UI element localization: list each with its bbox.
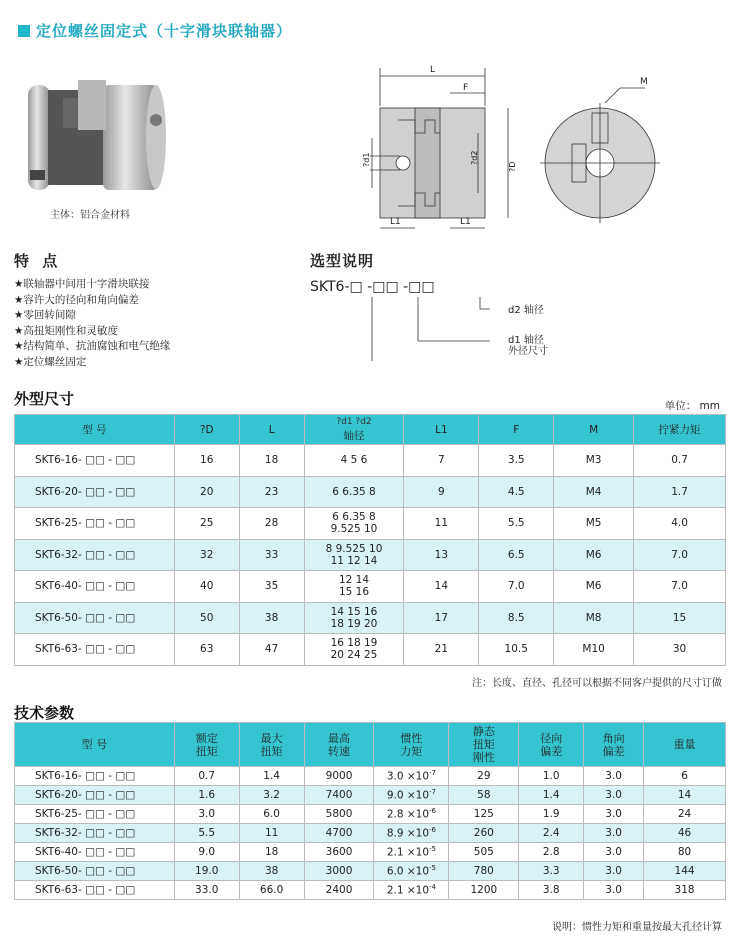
feature-item: ★高扭矩刚性和灵敏度 bbox=[14, 324, 118, 337]
col-model: 型 号 bbox=[15, 723, 175, 767]
col-radial bbox=[519, 723, 584, 767]
col-stiffness-line: 刚性 bbox=[472, 751, 495, 764]
weight-cell: 46 bbox=[644, 824, 726, 843]
feature-item: ★联轴器中间用十字滑块联接 bbox=[14, 278, 150, 290]
D-cell: 32 bbox=[174, 539, 239, 571]
torque-cell: 4.0 bbox=[634, 508, 726, 540]
inertia-value: 3.0 ×10 bbox=[386, 770, 430, 783]
D-cell: 63 bbox=[174, 634, 239, 666]
angular-cell: 3.0 bbox=[584, 843, 644, 862]
col-weight: 重量 bbox=[644, 723, 726, 767]
inertia-exponent: -4 bbox=[429, 883, 437, 892]
selection-diagram bbox=[310, 271, 590, 361]
M-cell: M5 bbox=[554, 508, 634, 540]
shaft-line: 4 5 6 bbox=[340, 454, 368, 467]
dimensions-table bbox=[14, 414, 726, 666]
shaft-line: 11 12 14 bbox=[330, 554, 378, 567]
table-row bbox=[15, 602, 726, 634]
inertia-cell bbox=[374, 786, 449, 805]
shaft-cell bbox=[304, 571, 404, 603]
selection-guide bbox=[310, 250, 590, 365]
L-cell: 38 bbox=[239, 602, 304, 634]
rated-cell: 5.5 bbox=[174, 824, 239, 843]
inertia-exponent: -5 bbox=[429, 845, 437, 854]
col-shaft-label: 轴径 bbox=[343, 430, 365, 442]
dimensions-title: 外型尺寸 bbox=[14, 390, 75, 408]
table-row bbox=[15, 862, 726, 881]
F-cell: 5.5 bbox=[479, 508, 554, 540]
table-row bbox=[15, 767, 726, 786]
shaft-line: 8 9.525 10 bbox=[325, 542, 383, 555]
max-cell: 66.0 bbox=[239, 881, 304, 900]
radial-cell: 1.0 bbox=[519, 767, 584, 786]
inertia-cell bbox=[374, 805, 449, 824]
weight-cell: 24 bbox=[644, 805, 726, 824]
model-cell: SKT6-63- □□ - □□ bbox=[15, 881, 175, 900]
model-cell: SKT6-40- □□ - □□ bbox=[15, 843, 175, 862]
col-D: ?D bbox=[174, 415, 239, 445]
angular-cell: 3.0 bbox=[584, 862, 644, 881]
D-cell: 20 bbox=[174, 476, 239, 508]
col-stiffness bbox=[449, 723, 519, 767]
stiff-cell: 780 bbox=[449, 862, 519, 881]
torque-cell: 7.0 bbox=[634, 571, 726, 603]
dim-L1-right: L1 bbox=[460, 217, 471, 227]
table-header-row bbox=[15, 723, 726, 767]
weight-cell: 144 bbox=[644, 862, 726, 881]
dim-F: F bbox=[463, 83, 469, 93]
stiff-cell: 58 bbox=[449, 786, 519, 805]
col-shaft-top: ?d1 ?d2 bbox=[336, 417, 372, 427]
model-cell: SKT6-16- □□ - □□ bbox=[15, 767, 175, 786]
radial-cell: 3.8 bbox=[519, 881, 584, 900]
tech-table bbox=[14, 722, 726, 900]
page-title bbox=[18, 20, 292, 41]
torque-cell: 30 bbox=[634, 634, 726, 666]
stiff-cell: 29 bbox=[449, 767, 519, 786]
inertia-cell bbox=[374, 843, 449, 862]
unit-label: 单位： mm bbox=[664, 400, 720, 412]
weight-cell: 80 bbox=[644, 843, 726, 862]
radial-cell: 2.8 bbox=[519, 843, 584, 862]
dim-d1: ?d1 bbox=[362, 152, 371, 167]
col-inertia bbox=[374, 723, 449, 767]
L-cell: 28 bbox=[239, 508, 304, 540]
radial-cell: 1.4 bbox=[519, 786, 584, 805]
stiff-cell: 505 bbox=[449, 843, 519, 862]
table-row bbox=[15, 634, 726, 666]
photo-caption: 主体：铝合金材料 bbox=[50, 210, 130, 221]
shaft-line: 6 6.35 8 bbox=[332, 485, 376, 498]
torque-cell: 0.7 bbox=[634, 445, 726, 477]
dim-D: ?D bbox=[508, 161, 517, 172]
speed-cell: 4700 bbox=[304, 824, 374, 843]
rated-cell: 9.0 bbox=[174, 843, 239, 862]
col-angular bbox=[584, 723, 644, 767]
M-cell: M8 bbox=[554, 602, 634, 634]
F-cell: 4.5 bbox=[479, 476, 554, 508]
dim-M: M bbox=[640, 77, 648, 87]
shaft-line: 9.525 10 bbox=[330, 523, 378, 536]
title-square-icon bbox=[18, 25, 30, 37]
speed-cell: 9000 bbox=[304, 767, 374, 786]
M-cell: M6 bbox=[554, 539, 634, 571]
inertia-value: 2.8 ×10 bbox=[386, 808, 430, 821]
table-row bbox=[15, 571, 726, 603]
stiff-cell: 260 bbox=[449, 824, 519, 843]
coupling-drawing bbox=[360, 58, 660, 233]
col-max-torque bbox=[239, 723, 304, 767]
L1-cell: 11 bbox=[404, 508, 479, 540]
inertia-cell bbox=[374, 767, 449, 786]
features-heading: 特 点 bbox=[14, 252, 62, 270]
rated-cell: 19.0 bbox=[174, 862, 239, 881]
D-cell: 50 bbox=[174, 602, 239, 634]
angular-cell: 3.0 bbox=[584, 881, 644, 900]
rated-cell: 33.0 bbox=[174, 881, 239, 900]
shaft-cell bbox=[304, 508, 404, 540]
speed-cell: 3600 bbox=[304, 843, 374, 862]
features-section bbox=[14, 250, 170, 371]
col-L1: L1 bbox=[404, 415, 479, 445]
dim-L: L bbox=[430, 65, 436, 75]
M-cell: M10 bbox=[554, 634, 634, 666]
feature-item: ★容许大的径向和角向偏差 bbox=[14, 293, 139, 306]
inertia-exponent: -6 bbox=[429, 826, 437, 835]
col-angular-line: 角向 bbox=[602, 731, 625, 745]
L1-cell: 9 bbox=[404, 476, 479, 508]
col-max-torque-line: 最大 bbox=[260, 731, 283, 745]
dimensions-note: 注：长度、直径、孔径可以根据不同客户提供的尺寸订做 bbox=[472, 678, 722, 689]
table-row bbox=[15, 476, 726, 508]
shaft-cell bbox=[304, 634, 404, 666]
speed-cell: 7400 bbox=[304, 786, 374, 805]
radial-cell: 3.3 bbox=[519, 862, 584, 881]
feature-item: ★结构简单、抗油腐蚀和电气绝缘 bbox=[14, 340, 171, 353]
page-title-text: 定位螺丝固定式（十字滑块联轴器） bbox=[36, 22, 293, 40]
selection-code: SKT6-□ -□□ -□□ bbox=[310, 279, 435, 295]
table-row bbox=[15, 805, 726, 824]
col-model: 型 号 bbox=[15, 415, 175, 445]
shaft-line: 14 15 16 bbox=[330, 605, 378, 618]
radial-cell: 1.9 bbox=[519, 805, 584, 824]
max-cell: 11 bbox=[239, 824, 304, 843]
inertia-exponent: -7 bbox=[429, 788, 437, 797]
rated-cell: 1.6 bbox=[174, 786, 239, 805]
shaft-line: 6 6.35 8 bbox=[332, 511, 376, 524]
col-L: L bbox=[239, 415, 304, 445]
D-cell: 40 bbox=[174, 571, 239, 603]
model-cell: SKT6-63- □□ - □□ bbox=[15, 634, 175, 666]
model-cell: SKT6-32- □□ - □□ bbox=[15, 539, 175, 571]
inertia-cell bbox=[374, 824, 449, 843]
tech-note: 说明：惯性力矩和重量按最大孔径计算 bbox=[552, 922, 722, 933]
shaft-line: 12 14 bbox=[338, 574, 370, 587]
selection-d1-label: d1 轴径 bbox=[508, 335, 544, 346]
weight-cell: 14 bbox=[644, 786, 726, 805]
radial-cell: 2.4 bbox=[519, 824, 584, 843]
F-cell: 6.5 bbox=[479, 539, 554, 571]
inertia-value: 2.1 ×10 bbox=[386, 884, 430, 897]
model-cell: SKT6-25- □□ - □□ bbox=[15, 805, 175, 824]
torque-cell: 15 bbox=[634, 602, 726, 634]
model-cell: SKT6-16- □□ - □□ bbox=[15, 445, 175, 477]
col-inertia-line: 惯性 bbox=[400, 731, 423, 745]
stiff-cell: 1200 bbox=[449, 881, 519, 900]
max-cell: 3.2 bbox=[239, 786, 304, 805]
L-cell: 33 bbox=[239, 539, 304, 571]
col-rated-torque-line: 额定 bbox=[195, 731, 218, 745]
tech-title: 技术参数 bbox=[14, 704, 75, 722]
L1-cell: 14 bbox=[404, 571, 479, 603]
dim-L1-left: L1 bbox=[390, 217, 401, 227]
L1-cell: 17 bbox=[404, 602, 479, 634]
F-cell: 3.5 bbox=[479, 445, 554, 477]
inertia-exponent: -6 bbox=[429, 807, 437, 816]
shaft-cell bbox=[304, 602, 404, 634]
features-list bbox=[14, 277, 170, 371]
col-radial-line: 径向 bbox=[540, 731, 563, 745]
table-row bbox=[15, 786, 726, 805]
D-cell: 16 bbox=[174, 445, 239, 477]
max-cell: 1.4 bbox=[239, 767, 304, 786]
L-cell: 23 bbox=[239, 476, 304, 508]
table-row bbox=[15, 881, 726, 900]
M-cell: M6 bbox=[554, 571, 634, 603]
col-max-speed-line: 转速 bbox=[328, 744, 351, 758]
inertia-exponent: -5 bbox=[429, 864, 437, 873]
weight-cell: 318 bbox=[644, 881, 726, 900]
F-cell: 7.0 bbox=[479, 571, 554, 603]
speed-cell: 5800 bbox=[304, 805, 374, 824]
inertia-cell bbox=[374, 881, 449, 900]
feature-item: ★定位螺丝固定 bbox=[14, 355, 87, 368]
L-cell: 47 bbox=[239, 634, 304, 666]
col-rated-torque-line: 扭矩 bbox=[195, 744, 218, 758]
model-cell: SKT6-20- □□ - □□ bbox=[15, 476, 175, 508]
shaft-cell bbox=[304, 445, 404, 477]
selection-heading: 选型说明 bbox=[310, 252, 375, 270]
model-cell: SKT6-50- □□ - □□ bbox=[15, 602, 175, 634]
inertia-value: 9.0 ×10 bbox=[386, 789, 430, 802]
col-inertia-line: 力矩 bbox=[400, 744, 423, 758]
table-row bbox=[15, 843, 726, 862]
shaft-line: 20 24 25 bbox=[330, 649, 378, 662]
shaft-line: 18 19 20 bbox=[330, 617, 378, 630]
rated-cell: 0.7 bbox=[174, 767, 239, 786]
col-shaft bbox=[304, 415, 404, 445]
F-cell: 10.5 bbox=[479, 634, 554, 666]
angular-cell: 3.0 bbox=[584, 767, 644, 786]
weight-cell: 6 bbox=[644, 767, 726, 786]
L1-cell: 13 bbox=[404, 539, 479, 571]
angular-cell: 3.0 bbox=[584, 786, 644, 805]
col-rated-torque bbox=[174, 723, 239, 767]
shaft-line: 16 18 19 bbox=[330, 637, 378, 650]
model-cell: SKT6-50- □□ - □□ bbox=[15, 862, 175, 881]
table-row bbox=[15, 445, 726, 477]
shaft-cell bbox=[304, 476, 404, 508]
M-cell: M4 bbox=[554, 476, 634, 508]
model-cell: SKT6-25- □□ - □□ bbox=[15, 508, 175, 540]
col-stiffness-line: 静态 bbox=[472, 725, 495, 738]
M-cell: M3 bbox=[554, 445, 634, 477]
col-M: M bbox=[554, 415, 634, 445]
shaft-line: 15 16 bbox=[338, 586, 370, 599]
col-radial-line: 偏差 bbox=[540, 744, 563, 758]
max-cell: 38 bbox=[239, 862, 304, 881]
col-stiffness-line: 扭矩 bbox=[472, 738, 495, 751]
rated-cell: 3.0 bbox=[174, 805, 239, 824]
model-cell: SKT6-40- □□ - □□ bbox=[15, 571, 175, 603]
F-cell: 8.5 bbox=[479, 602, 554, 634]
model-cell: SKT6-20- □□ - □□ bbox=[15, 786, 175, 805]
angular-cell: 3.0 bbox=[584, 824, 644, 843]
inertia-value: 2.1 ×10 bbox=[386, 846, 430, 859]
torque-cell: 1.7 bbox=[634, 476, 726, 508]
angular-cell: 3.0 bbox=[584, 805, 644, 824]
L1-cell: 21 bbox=[404, 634, 479, 666]
max-cell: 18 bbox=[239, 843, 304, 862]
table-header-row bbox=[15, 415, 726, 445]
col-torque: 拧紧力矩 bbox=[634, 415, 726, 445]
col-max-torque-line: 扭矩 bbox=[260, 744, 283, 758]
feature-item: ★零回转间隙 bbox=[14, 309, 76, 322]
stiff-cell: 125 bbox=[449, 805, 519, 824]
speed-cell: 2400 bbox=[304, 881, 374, 900]
col-angular-line: 偏差 bbox=[602, 744, 625, 758]
dim-d2: ?d2 bbox=[470, 150, 479, 165]
table-row bbox=[15, 508, 726, 540]
table-row bbox=[15, 824, 726, 843]
col-max-speed bbox=[304, 723, 374, 767]
col-max-speed-line: 最高 bbox=[328, 731, 351, 745]
speed-cell: 3000 bbox=[304, 862, 374, 881]
D-cell: 25 bbox=[174, 508, 239, 540]
inertia-value: 8.9 ×10 bbox=[386, 827, 430, 840]
inertia-value: 6.0 ×10 bbox=[386, 865, 430, 878]
max-cell: 6.0 bbox=[239, 805, 304, 824]
selection-outer-label: 外径尺寸 bbox=[508, 346, 548, 357]
inertia-exponent: -7 bbox=[429, 769, 437, 778]
L-cell: 35 bbox=[239, 571, 304, 603]
coupling-photo bbox=[18, 70, 168, 205]
inertia-cell bbox=[374, 862, 449, 881]
L-cell: 18 bbox=[239, 445, 304, 477]
shaft-cell bbox=[304, 539, 404, 571]
model-cell: SKT6-32- □□ - □□ bbox=[15, 824, 175, 843]
L1-cell: 7 bbox=[404, 445, 479, 477]
table-row bbox=[15, 539, 726, 571]
selection-d2-label: d2 轴径 bbox=[508, 305, 544, 316]
col-F: F bbox=[479, 415, 554, 445]
torque-cell: 7.0 bbox=[634, 539, 726, 571]
